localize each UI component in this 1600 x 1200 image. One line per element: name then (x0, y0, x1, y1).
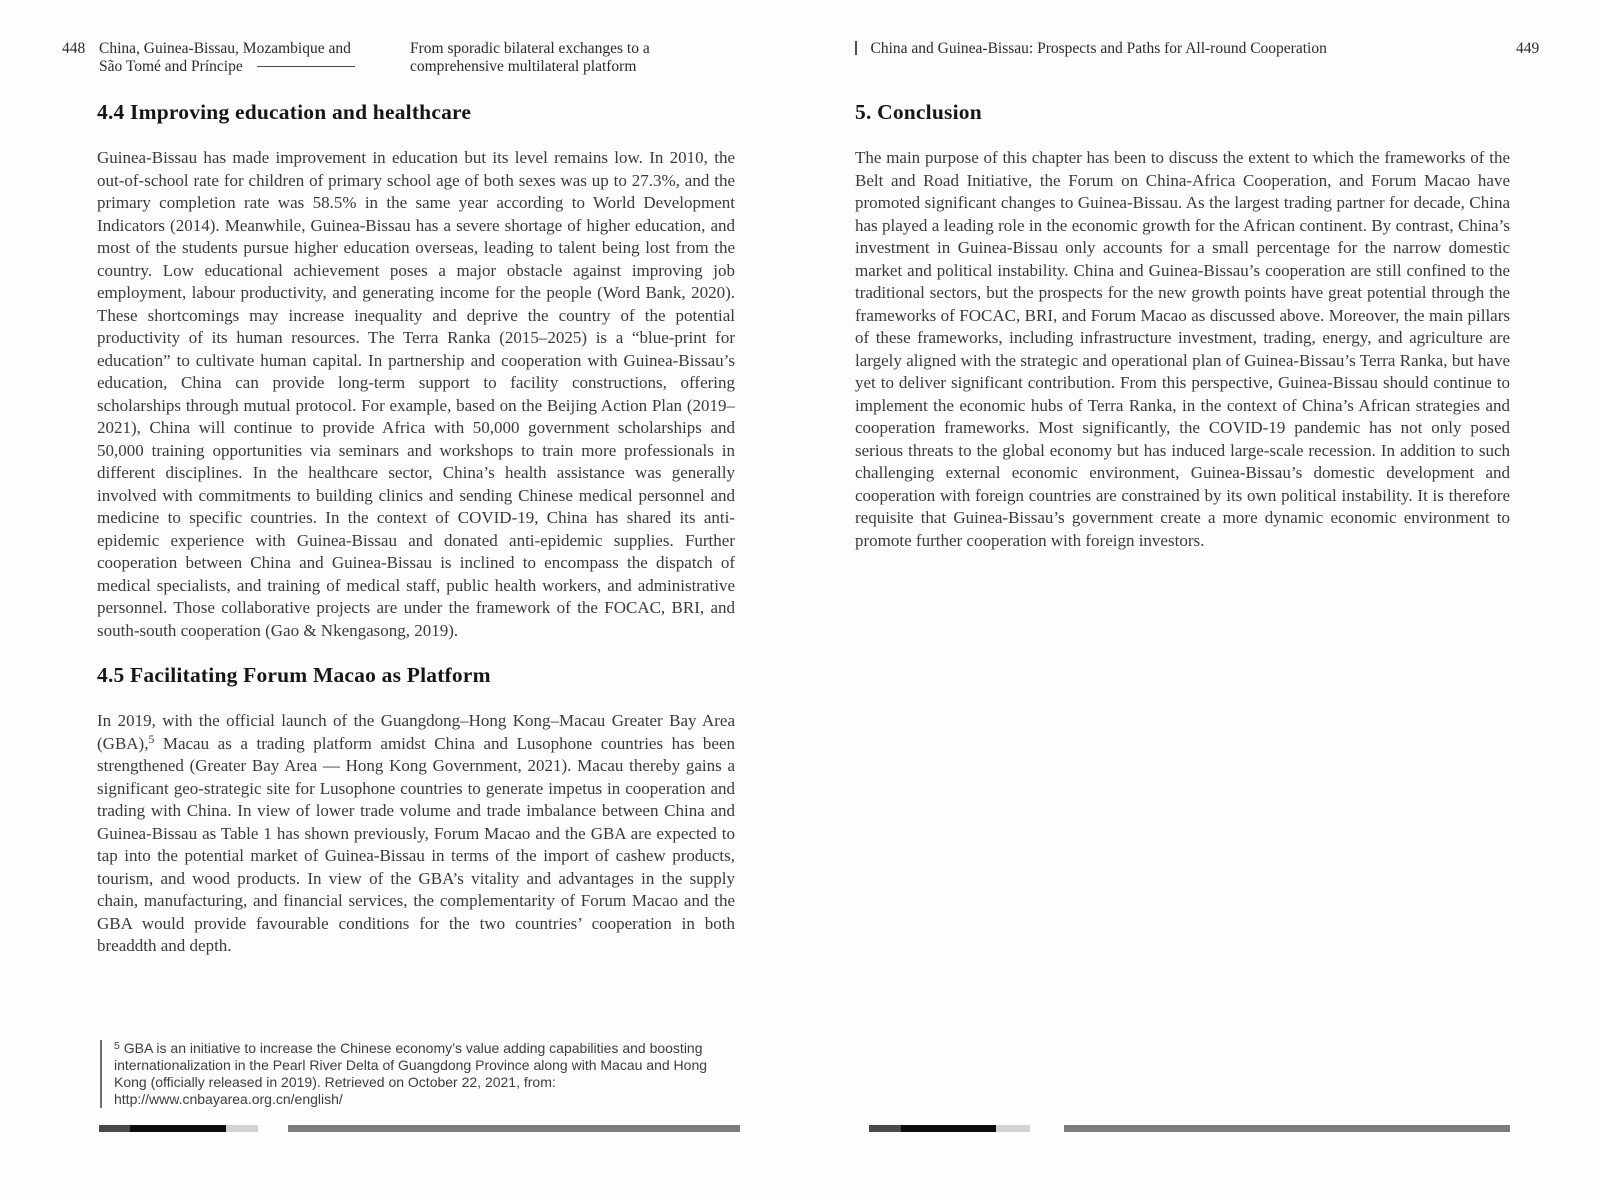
right-footer-gray-bar (1064, 1125, 1510, 1132)
running-title-line2: São Tomé and Príncipe (99, 58, 243, 75)
footnote-marker: 5 (114, 1040, 120, 1052)
running-title-line1: China, Guinea-Bissau, Mozambique and (99, 40, 351, 57)
footnote-block (100, 1040, 732, 1108)
footnote-text: GBA is an initiative to increase the Chinese economy’s value adding capabilities and boosting internationalization in the Pearl River Delta of Guangdong Province along with Macau and Hong Kong (officially released in 2019). Retrieved on October 22, 2021, from: http://www.cnbayarea.org.cn/english/ (114, 1040, 708, 1107)
left-chapter-header (410, 40, 690, 76)
bar-segment-black (130, 1125, 226, 1132)
footnote-ref-5: 5 (148, 732, 155, 746)
section-body-5: The main purpose of this chapter has been to discuss the extent to which the frameworks of the Belt and Road Initiative, the Forum on China-Africa Cooperation, and Forum Macao have promoted significant changes to Guinea-Bissau. As the largest trading partner for decade, China has played a leading role in the economic growth for the African continent. By contrast, China’s investment in Guinea-Bissau only accounts for a small percentage for the narrow domestic market and political instability. China and Guinea-Bissau’s cooperation are still confined to the traditional sectors, but the prospects for the new growth points have great potential through the frameworks of FOCAC, BRI, and Forum Macao as discussed above. Moreover, the main pillars of these frameworks, including infrastructure investment, trading, energy, and agriculture are largely aligned with the strategic and operational plan of Guinea-Bissau’s Terra Ranka, but have yet to deliver significant contribution. From this perspective, Guinea-Bissau should continue to implement the economic hubs of Terra Ranka, in the context of China’s African strategies and cooperation frameworks. Most significantly, the COVID-19 pandemic has not only posed serious threats to the global economy but has induced large-scale recession. In addition to such challenging external economic environment, Guinea-Bissau’s domestic development and cooperation with foreign countries are constrained by its own political instability. It is therefore requisite that Guinea-Bissau’s government create a more dynamic economic environment to promote further cooperation with foreign investors. (855, 148, 1510, 550)
section-heading-4-5: 4.5 Facilitating Forum Macao as Platform (97, 663, 491, 687)
body-text-after-ref: Macau as a trading platform amidst China and Lusophone countries has been strengthened (Greater Bay Area — Hong Kong Government, 2021). Macau thereby gains a significant geo-strategic site for Lusophone countries to generate impetus in cooperation and trading with China. In view of lower trade volume and trade imbalance between China and Guinea-Bissau as Table 1 has shown previously, Forum Macao and the GBA are expected to tap into the potential market of Guinea-Bissau in terms of the import of cashew products, tourism, and wood products. In view of the GBA’s vitality and advantages in the supply chain, manufacturing, and financial services, the complementarity of Forum Macao and the GBA would provide favourable conditions for the two countries’ cooperation in both breaddth and depth. (97, 733, 735, 955)
body-text-before-ref: In 2019, with the official launch of the Guangdong–Hong Kong–Macau Greater Bay Area (GBA), (97, 711, 735, 753)
section-heading-5: 5. Conclusion (855, 100, 982, 124)
page-number-label: 449 (1516, 40, 1540, 57)
section-heading-4-4: 4.4 Improving education and healthcare (97, 100, 472, 124)
chapter-header-line1: From sporadic bilateral exchanges to a (410, 40, 650, 57)
left-footer-segmented-bar (99, 1125, 258, 1132)
left-footer-gray-bar (288, 1125, 740, 1132)
bar-segment-dark (869, 1125, 901, 1132)
header-divider-bar (855, 41, 857, 55)
section-body-4-4: Guinea-Bissau has made improvement in education but its level remains low. In 2010, the out-of-school rate for children of primary school age of both sexes was up to 27.3%, and the primary completion rate was 58.5% in the same year according to World Development Indicators (2014). Meanwhile, Guinea-Bissau has a severe shortage of higher education, and most of the students pursue higher education overseas, leading to talent being lost from the country. Low educational achievement poses a major obstacle against improving job employment, labour productivity, and generating income for the people (Word Bank, 2020). These shortcomings may increase inequality and deprive the country of the potential productivity of its human resources. The Terra Ranka (2015–2025) is a “blue-print for education” to cultivate human capital. In partnership and cooperation with Guinea-Bissau’s education, China can provide long-term support to facility constructions, offering scholarships through mutual protocol. For example, based on the Beijing Action Plan (2019–2021), China will continue to provide Africa with 50,000 government scholarships and 50,000 training opportunities via seminars and workshops to train more professionals in different disciplines. In the healthcare sector, China’s health assistance was generally involved with commitments to building clinics and sending Chinese medical personnel and medicine to specific countries. In the context of COVID-19, China has shared its anti-epidemic experience with Guinea-Bissau and donated anti-epidemic supplies. Further cooperation between China and Guinea-Bissau is inclined to encompass the dispatch of medical specialists, and training of medical staff, public health workers, and administrative personnel. Those collaborative projects are under the framework of the FOCAC, BRI, and south-south cooperation (Gao & Nkengasong, 2019). (97, 148, 735, 640)
section-body-4-5 (97, 710, 735, 958)
chapter-header-line2: comprehensive multilateral platform (410, 58, 637, 75)
bar-segment-black (901, 1125, 996, 1132)
running-title-rule (257, 66, 355, 67)
right-footer-segmented-bar (869, 1125, 1030, 1132)
bar-segment-light (996, 1125, 1030, 1132)
bar-segment-dark (99, 1125, 130, 1132)
right-page-number (1516, 40, 1539, 58)
right-running-title: China and Guinea-Bissau: Prospects and Paths for All-round Cooperation (870, 40, 1327, 57)
running-title-line2-row (99, 58, 399, 76)
left-page-number (62, 40, 85, 58)
bar-segment-light (226, 1125, 258, 1132)
right-running-title-row (855, 40, 1475, 58)
page-number-label: 448 (62, 40, 86, 57)
left-running-title (99, 40, 399, 76)
